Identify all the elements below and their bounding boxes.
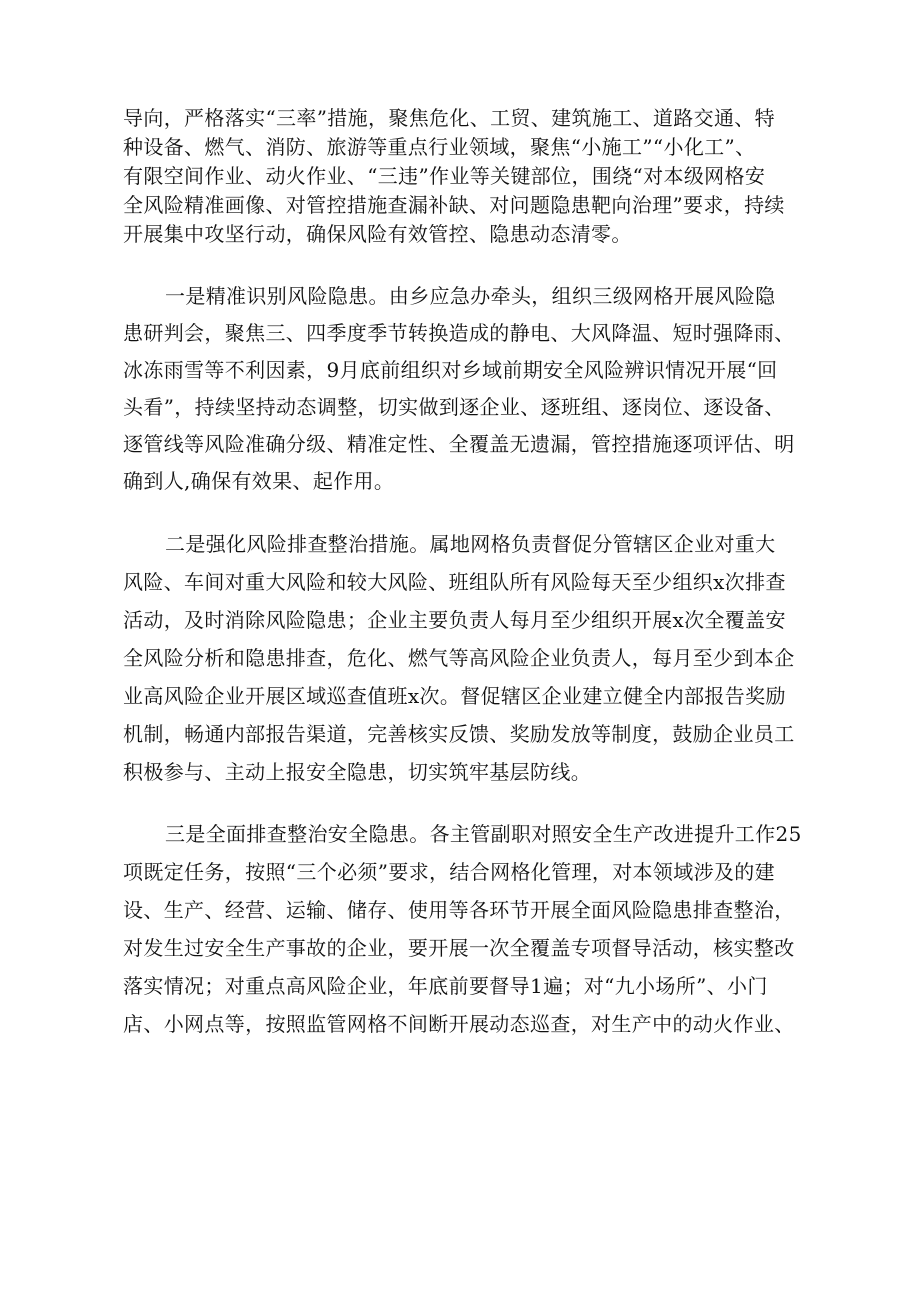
text-line: 全风险分析和隐患排查，危化、燃气等高风险企业负责人，每月至少到本企 (123, 646, 795, 670)
text-line: 二是强化风险排查整治措施。属地网格负责督促分管辖区企业对重大 (165, 532, 776, 556)
text-line: 设、生产、经营、运输、储存、使用等各环节开展全面风险隐患排查整治， (123, 898, 795, 922)
text-line: 头看”，持续坚持动态调整，切实做到逐企业、逐班组、逐岗位、逐设备、 (123, 395, 785, 419)
text-line: 积极参与、主动上报安全隐患，切实筑牢基层防线。 (123, 760, 592, 784)
text-line: 逐管线等风险准确分级、精准定性、全覆盖无遗漏，管控措施逐项评估、明 (123, 432, 795, 456)
text-line: 患研判会，聚焦三、四季度季节转换造成的静电、大风降温、短时强降雨、 (123, 321, 795, 345)
text-line: 有限空间作业、动火作业、“三违”作业等关键部位，围绕“对本级网格安 (123, 164, 766, 188)
text-line: 导向，严格落实“三率”措施，聚焦危化、工贸、建筑施工、道路交通、特 (123, 106, 775, 130)
text-line: 对发生过安全生产事故的企业，要开展一次全覆盖专项督导活动，核实整改 (123, 936, 795, 960)
text-line: 业高风险企业开展区域巡查值班x次。督促辖区企业建立健全内部报告奖励 (123, 684, 786, 708)
text-line: 活动，及时消除风险隐患；企业主要负责人每月至少组织开展x次全覆盖安 (123, 608, 786, 632)
text-line: 落实情况；对重点高风险企业，年底前要督导1遍；对“九小场所”、小门 (123, 974, 768, 998)
text-line: 冰冻雨雪等不利因素，9月底前组织对乡域前期安全风险辨识情况开展“回 (123, 358, 778, 382)
text-line: 确到人,确保有效果、起作用。 (123, 469, 395, 493)
text-line: 风险、车间对重大风险和较大风险、班组队所有风险每天至少组织x次排查 (123, 570, 786, 594)
text-line: 开展集中攻坚行动，确保风险有效管控、隐患动态清零。 (123, 222, 632, 246)
text-line: 一是精准识别风险隐患。由乡应急办牵头，组织三级网格开展风险隐 (165, 284, 776, 308)
text-line: 全风险精准画像、对管控措施查漏补缺、对问题隐患靶向治理”要求，持续 (123, 193, 785, 217)
text-line: 三是全面排查整治安全隐患。各主管副职对照安全生产改进提升工作25 (165, 822, 802, 846)
text-line: 机制，畅通内部报告渠道，完善核实反馈、奖励发放等制度，鼓励企业员工 (123, 722, 795, 746)
text-line: 项既定任务，按照“三个必须”要求，结合网格化管理，对本领域涉及的建 (123, 860, 775, 884)
text-line: 店、小网点等，按照监管网格不间断开展动态巡查，对生产中的动火作业、 (123, 1012, 795, 1036)
text-line: 种设备、燃气、消防、旅游等重点行业领域，聚焦“小施工”“小化工”、 (123, 135, 756, 159)
